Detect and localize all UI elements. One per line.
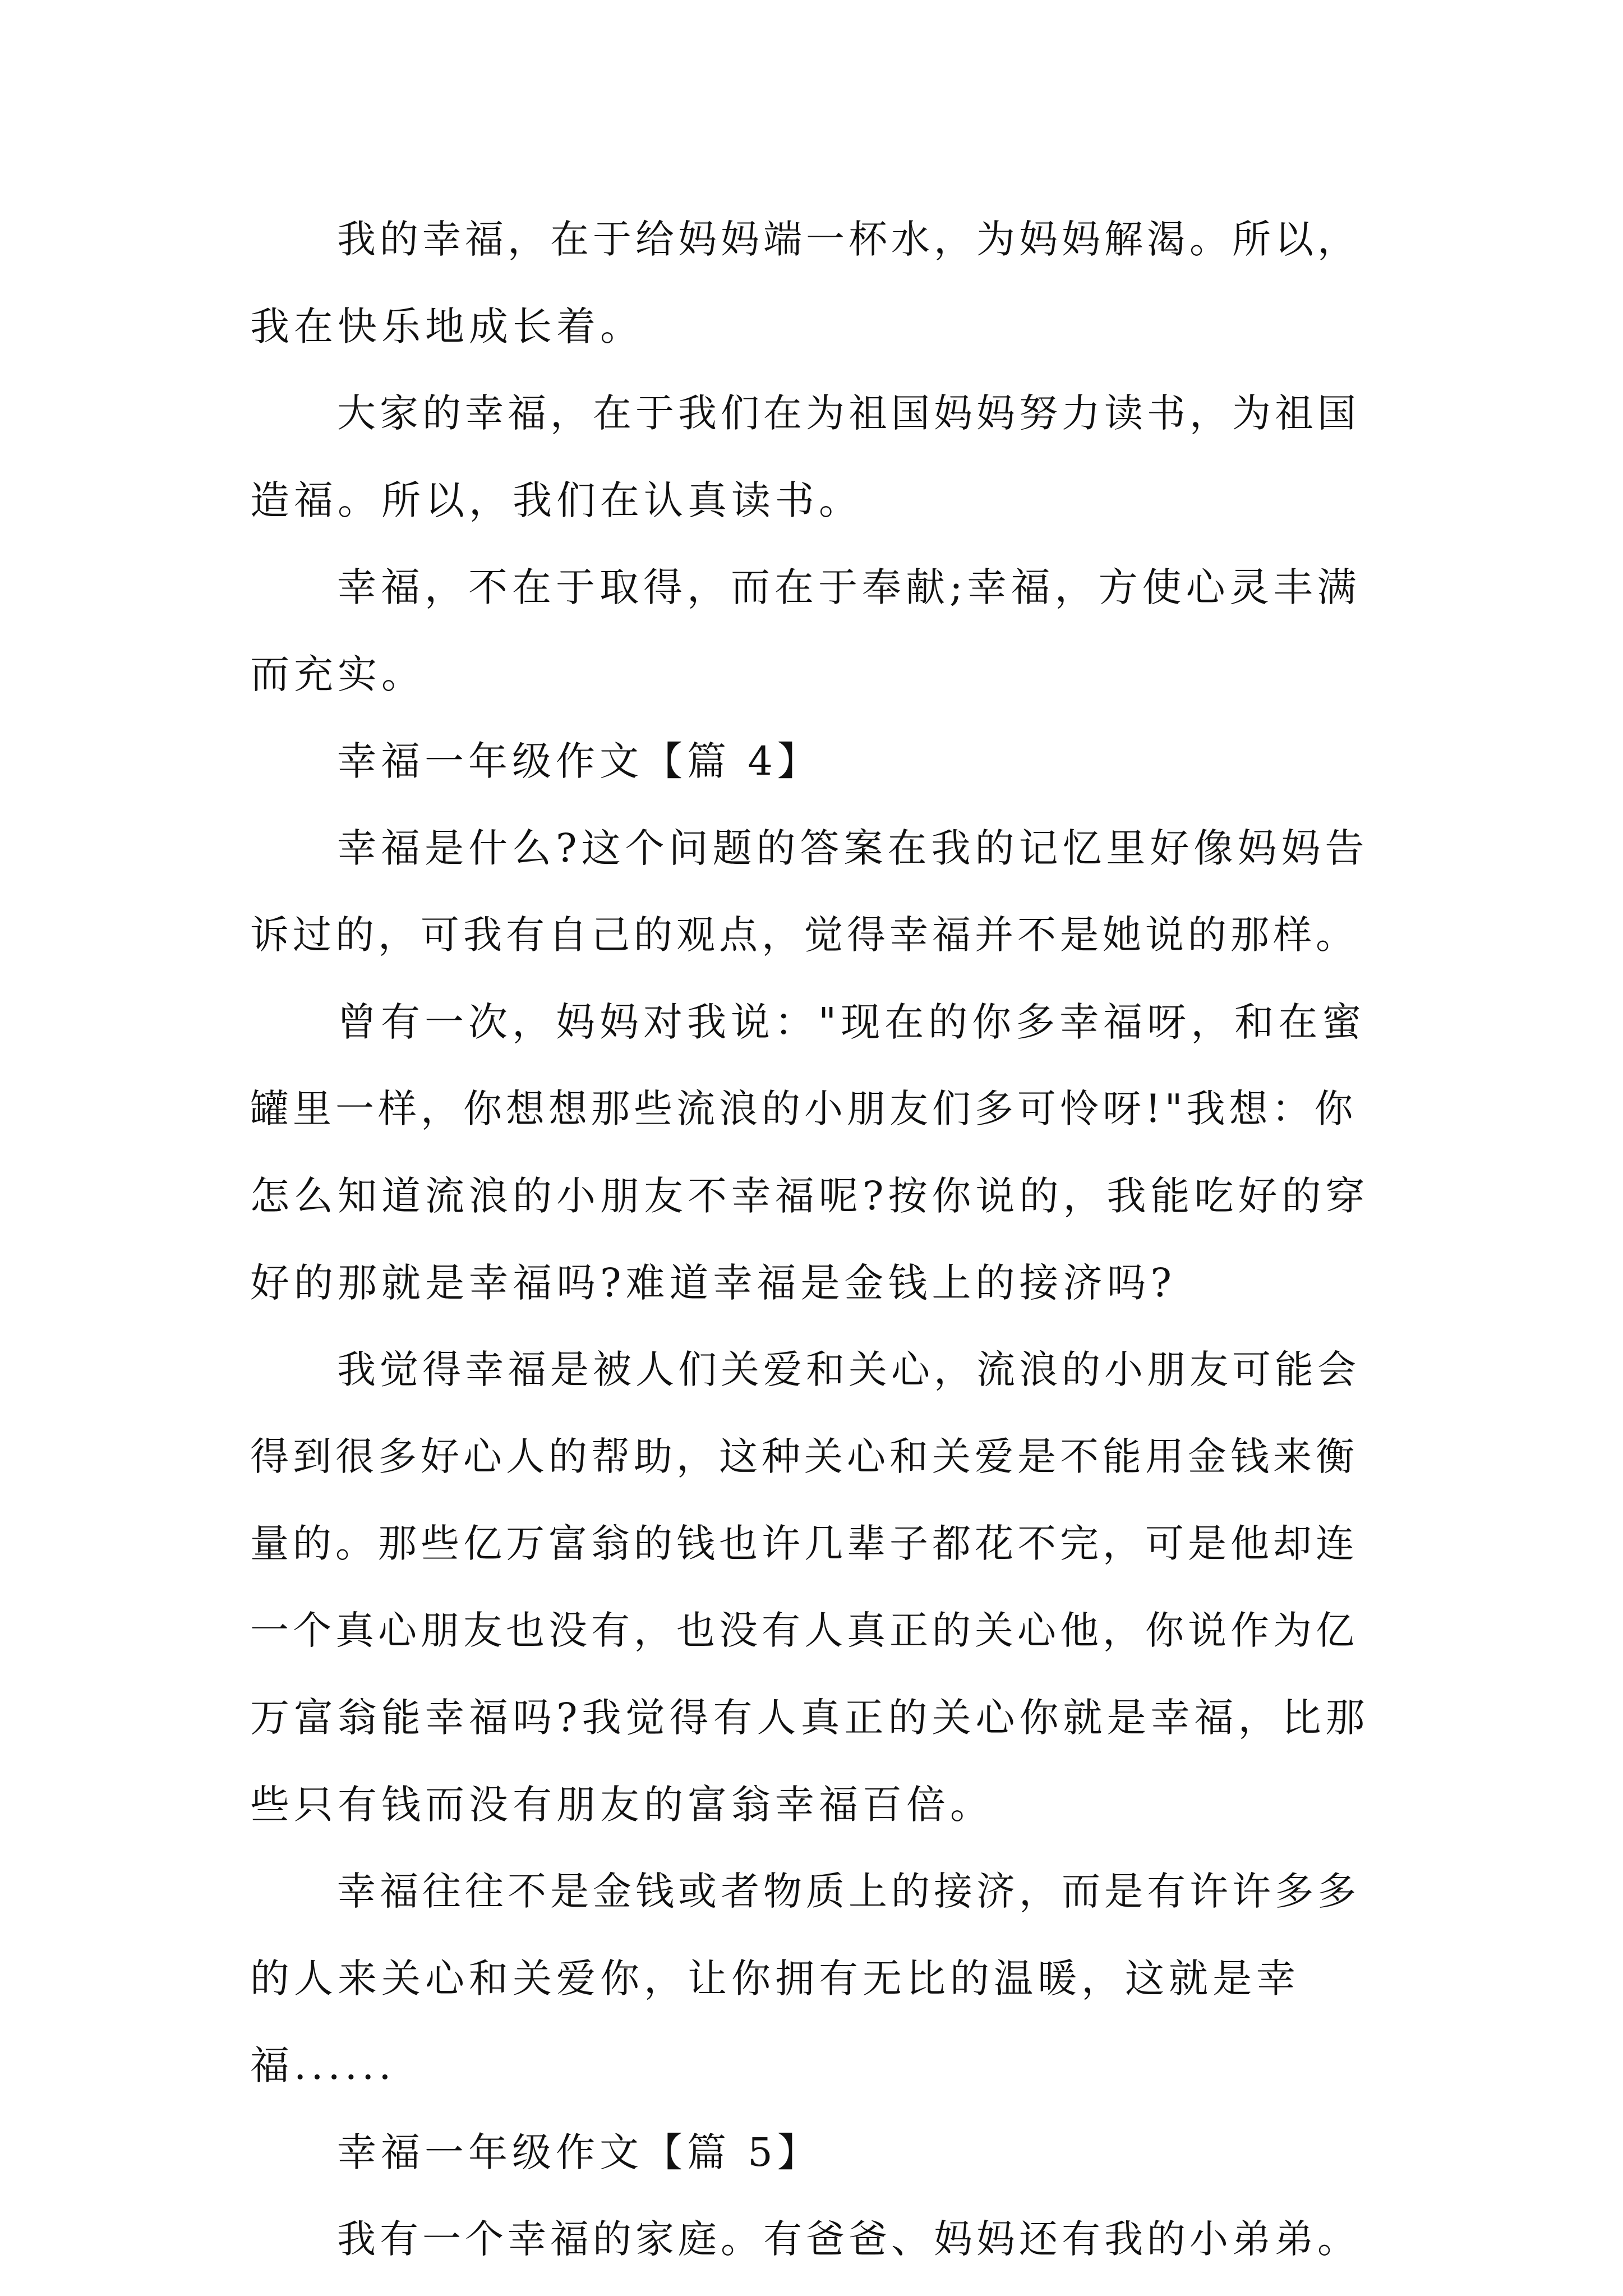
document-body xyxy=(250,196,1377,2283)
text-line: 些只有钱而没有朋友的富翁幸福百倍。 xyxy=(250,1782,994,1828)
text-line: 福...... xyxy=(250,2042,396,2088)
text-line: 怎么知道流浪的小朋友不幸福呢?按你说的，我能吃好的穿 xyxy=(250,1173,1370,1219)
text-line: 曾有一次，妈妈对我说："现在的你多幸福呀，和在蜜 xyxy=(337,999,1366,1045)
text-line: 得到很多好心人的帮助，这种关心和关爱是不能用金钱来衡 xyxy=(250,1434,1358,1479)
text-line: 诉过的，可我有自己的观点，觉得幸福并不是她说的那样。 xyxy=(250,913,1358,958)
text-line: 幸福，不在于取得，而在于奉献;幸福，方使心灵丰满 xyxy=(337,564,1361,610)
text-line: 的人来关心和关爱你，让你拥有无比的温暖，这就是幸 xyxy=(250,1955,1300,2001)
text-line: 而充实。 xyxy=(250,651,425,697)
text-line: 万富翁能幸福吗?我觉得有人真正的关心你就是幸福，比那 xyxy=(250,1695,1370,1741)
text-line: 我觉得幸福是被人们关爱和关心，流浪的小朋友可能会 xyxy=(337,1347,1360,1392)
text-line: 好的那就是幸福吗?难道幸福是金钱上的接济吗? xyxy=(250,1260,1177,1306)
text-line: 量的。那些亿万富翁的钱也许几辈子都花不完，可是他却连 xyxy=(250,1521,1358,1566)
text-line: 我的幸福，在于给妈妈端一杯水，为妈妈解渴。所以， xyxy=(337,217,1360,262)
section-heading: 幸福一年级作文【篇 5】 xyxy=(337,2129,821,2175)
text-line: 幸福是什么?这个问题的答案在我的记忆里好像妈妈告 xyxy=(337,825,1369,871)
section-heading: 幸福一年级作文【篇 4】 xyxy=(337,738,821,784)
text-line: 幸福往往不是金钱或者物质上的接济，而是有许许多多 xyxy=(337,1869,1360,1914)
text-line: 一个真心朋友也没有，也没有人真正的关心他，你说作为亿 xyxy=(250,1608,1358,1653)
text-line: 我有一个幸福的家庭。有爸爸、妈妈还有我的小弟弟。 xyxy=(337,2217,1360,2262)
text-line: 造福。所以，我们在认真读书。 xyxy=(250,477,863,523)
text-line: 我在快乐地成长着。 xyxy=(250,303,644,349)
text-line: 大家的幸福，在于我们在为祖国妈妈努力读书，为祖国 xyxy=(337,391,1360,436)
text-line: 罐里一样，你想想那些流浪的小朋友们多可怜呀!"我想：你 xyxy=(250,1087,1357,1131)
